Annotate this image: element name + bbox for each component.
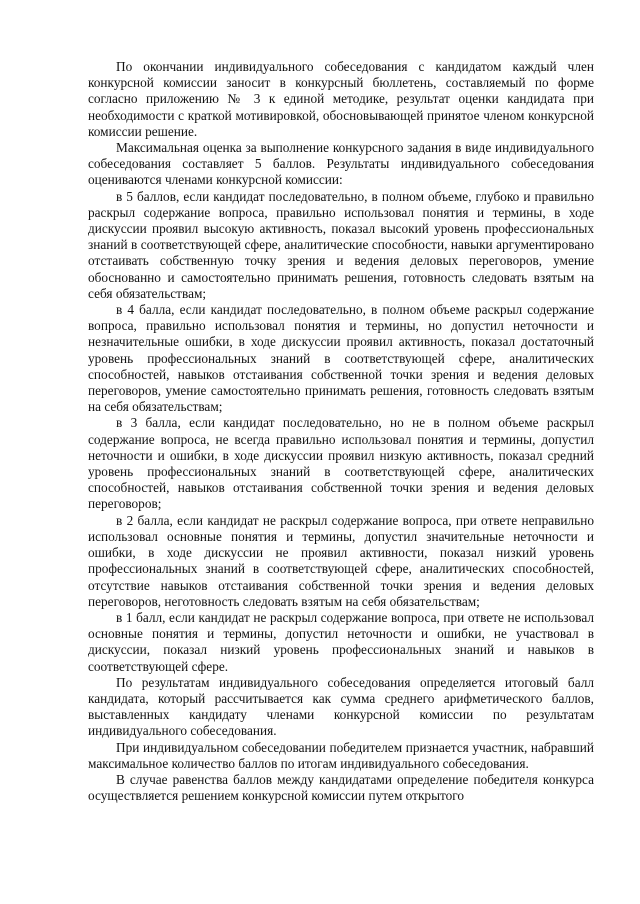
paragraph-score-5: в 5 баллов, если кандидат последовательно, в полном объеме, глубоко и правильно раскрыл содержание вопроса, правильно использовал понятия и термины, в ходе дискуссии проявил высокую активность, показал высокий уровень профессиональных знаний в соответствующей сфере, аналитические способности, навыки аргументировано отстаивать собственную точку зрения и ведения деловых переговоров, умение обоснованно и самостоятельно принимать решения, готовность следовать взятым на себя обязательствам; [88, 188, 594, 301]
paragraph-final-score: По результатам индивидуального собеседования определяется итоговый балл кандидата, который рассчитывается как сумма среднего арифметического баллов, выставленных кандидату членами конкурсной комиссии по результатам индивидуального собеседования. [88, 674, 594, 739]
paragraph-score-3: в 3 балла, если кандидат последовательно, но не в полном объеме раскрыл содержание вопроса, не всегда правильно использовал понятия и термины, допустил неточности и ошибки, в ходе дискуссии проявил низкую активность, показал средний уровень профессиональных знаний в соответствующей сфере, аналитических способностей, навыков отстаивания собственной точки зрения и ведения деловых переговоров; [88, 415, 594, 512]
paragraph-tie-break: В случае равенства баллов между кандидатами определение победителя конкурса осуществляется решением конкурсной комиссии путем открытого [88, 771, 594, 804]
paragraph-winner: При индивидуальном собеседовании победителем признается участник, набравший максимальное количество баллов по итогам индивидуального собеседования. [88, 739, 594, 771]
paragraph-max-score: Максимальная оценка за выполнение конкурсного задания в виде индивидуального собеседования составляет 5 баллов. Результаты индивидуального собеседования оцениваются членами конкурсной комиссии: [88, 140, 594, 188]
paragraph-score-1: в 1 балл, если кандидат не раскрыл содержание вопроса, при ответе не использовал основные понятия и термины, допустил неточности и ошибки, не участвовал в дискуссии, показал низкий уровень профессиональных знаний и навыков в соответствующей сфере. [88, 609, 594, 674]
paragraph-score-2: в 2 балла, если кандидат не раскрыл содержание вопроса, при ответе неправильно использовал основные понятия и термины, допустил значительные неточности и ошибки, в ходе дискуссии не проявил активности, показал низкий уровень профессиональных знаний в соответствующей сфере, аналитических способностей, отсутствие навыков отстаивания собственной точки зрения и ведения деловых переговоров, неготовность следовать взятым на себя обязательствам; [88, 512, 594, 609]
paragraph-interview-result: По окончании индивидуального собеседования с кандидатом каждый член конкурсной комиссии заносит в конкурсный бюллетень, составляемый по форме согласно приложению № 3 к единой методике, результат оценки кандидата при необходимости с краткой мотивировкой, обосновывающей принятое членом конкурсной комиссии решение. [88, 59, 594, 139]
document-page [88, 59, 594, 804]
paragraph-score-4: в 4 балла, если кандидат последовательно, в полном объеме раскрыл содержание вопроса, правильно использовал понятия и термины, но допустил неточности и незначительные ошибки, в ходе дискуссии проявил активность, показал достаточный уровень профессиональных знаний в соответствующей сфере, аналитических способностей, навыков отстаивания собственной точки зрения и ведения деловых переговоров, умение самостоятельно принимать решения, готовность следовать взятым на себя обязательствам; [88, 302, 594, 415]
